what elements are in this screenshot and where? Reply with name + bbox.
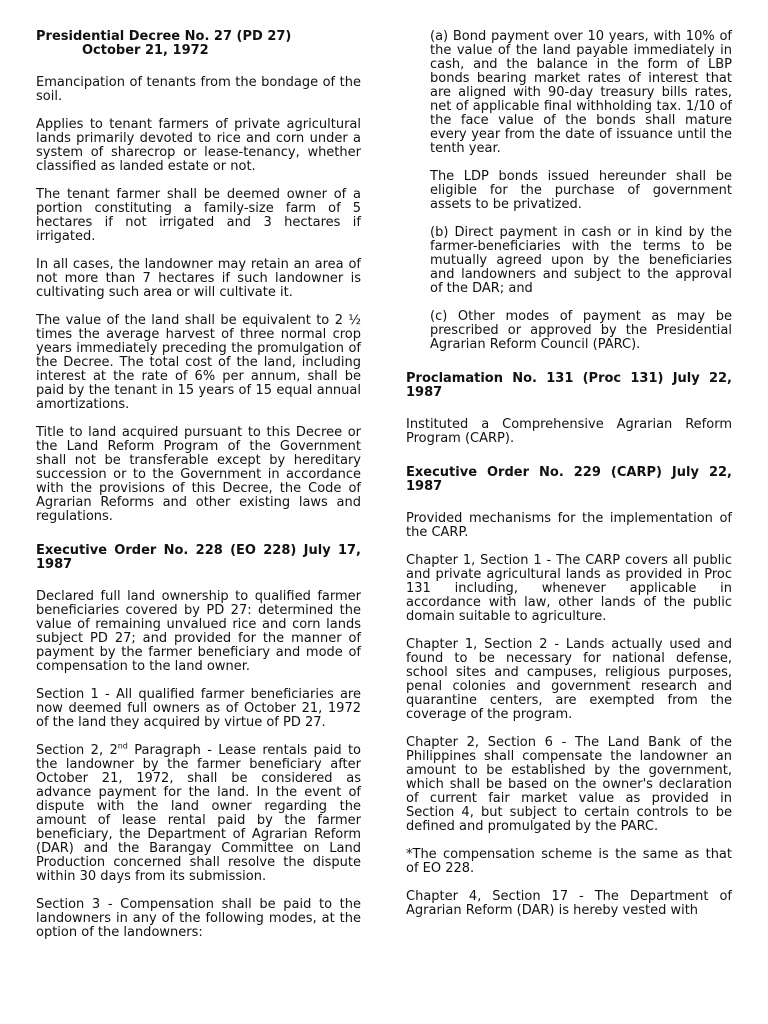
eo229-paragraph: *The compensation scheme is the same as that of EO 228. — [406, 847, 732, 876]
eo228-paragraph — [36, 741, 361, 884]
pd27-paragraph: Emancipation of tenants from the bondage of the soil. — [36, 75, 361, 104]
eo229-paragraph: Chapter 1, Section 2 - Lands actually used and found to be necessary for national defense, school sites and campuses, religious purposes, penal colonies and government research and quarantine centers, are exempted from the coverage of the program. — [406, 637, 732, 722]
eo228-paragraph: Section 3 - Compensation shall be paid to the landowners in any of the following modes, at the option of the landowners: — [36, 897, 361, 940]
proc131-paragraph: Instituted a Comprehensive Agrarian Reform Program (CARP). — [406, 417, 732, 446]
ordinal-suffix: nd — [117, 741, 128, 751]
payment-mode-a: (a) Bond payment over 10 years, with 10% of the value of the land payable immediately in cash, and the balance in the form of LBP bonds bearing market rates of interest that are aligned with 90-day treasury bills rates, net of applicable final withholding tax. 1/10 of the face value of the bonds shall mature every year from the date of issuance until the tenth year. — [430, 29, 732, 156]
pd27-paragraph: Applies to tenant farmers of private agricultural lands primarily devoted to rice and corn under a system of sharecrop or lease-tenancy, whether classified as landed estate or not. — [36, 117, 361, 174]
eo228-section2-label: Section 2, 2 — [36, 743, 118, 758]
ldp-bonds-paragraph: The LDP bonds issued hereunder shall be eligible for the purchase of government assets to be privatized. — [430, 169, 732, 212]
pd27-paragraph: In all cases, the landowner may retain an area of not more than 7 hectares if such landowner is cultivating such area or will cultivate it. — [36, 257, 361, 300]
eo228-heading: Executive Order No. 228 (EO 228) July 17, 1987 — [36, 543, 361, 572]
payment-mode-c: (c) Other modes of payment as may be prescribed or approved by the Presidential Agrarian Reform Council (PARC). — [430, 309, 732, 352]
proc131-heading: Proclamation No. 131 (Proc 131) July 22, 1987 — [406, 371, 732, 400]
eo228-paragraph: Declared full land ownership to qualified farmer beneficiaries covered by PD 27: determined the value of remaining unvalued rice and corn lands subject PD 27; and provided for the manner of payment by the farmer beneficiary and mode of compensation to the land owner. — [36, 589, 361, 674]
pd27-heading — [36, 30, 361, 58]
eo228-paragraph: Section 1 - All qualified farmer beneficiaries are now deemed full owners as of October 21, 1972 of the land they acquired by virtue of PD 27. — [36, 687, 361, 730]
pd27-date: October 21, 1972 — [82, 43, 209, 58]
payment-mode-b: (b) Direct payment in cash or in kind by the farmer-beneficiaries with the terms to be mutually agreed upon by the beneficiaries and landowners and subject to the approval of the DAR; and — [430, 225, 732, 296]
eo229-paragraph: Chapter 4, Section 17 - The Department of Agrarian Reform (DAR) is hereby vested with — [406, 889, 732, 918]
pd27-paragraph: Title to land acquired pursuant to this Decree or the Land Reform Program of the Government shall not be transferable except by hereditary succession or to the Government in accordance with the provisions of this Decree, the Code of Agrarian Reforms and other existing laws and regulations. — [36, 425, 361, 524]
eo229-paragraph: Chapter 1, Section 1 - The CARP covers all public and private agricultural lands as provided in Proc 131 including, whenever applicable in accordance with law, other lands of the public domain suitable to agriculture. — [406, 553, 732, 624]
eo229-paragraph: Provided mechanisms for the implementation of the CARP. — [406, 511, 732, 540]
pd27-paragraph: The value of the land shall be equivalent to 2 ½ times the average harvest of three normal crop years immediately preceding the promulgation of the Decree. The total cost of the land, including interest at the rate of 6% per annum, shall be paid by the tenant in 15 years of 15 equal annual amortizations. — [36, 313, 361, 412]
eo229-paragraph: Chapter 2, Section 6 - The Land Bank of the Philippines shall compensate the landowner an amount to be established by the government, which shall be based on the owner's declaration of current fair market value as provided in Section 4, but subject to certain controls to be defined and promulgated by the PARC. — [406, 735, 732, 834]
pd27-paragraph: The tenant farmer shall be deemed owner of a portion constituting a family-size farm of 5 hectares if not irrigated and 3 hectares if irrigated. — [36, 187, 361, 244]
eo229-heading: Executive Order No. 229 (CARP) July 22, 1987 — [406, 465, 732, 494]
pd27-title: Presidential Decree No. 27 (PD 27) — [36, 29, 292, 44]
eo228-section2-text: Paragraph - Lease rentals paid to the landowner by the farmer beneficiary after October 21, 1972, shall be considered as advance payment for the land. In the event of dispute with the land owner regarding the amount of lease rental paid by the farmer beneficiary, the Department of Agrarian Reform (DAR) and the Barangay Committee on Land Production concerned shall resolve the dispute within 30 days from its submission. — [36, 743, 361, 884]
left-column — [36, 30, 361, 954]
right-column — [406, 30, 732, 932]
